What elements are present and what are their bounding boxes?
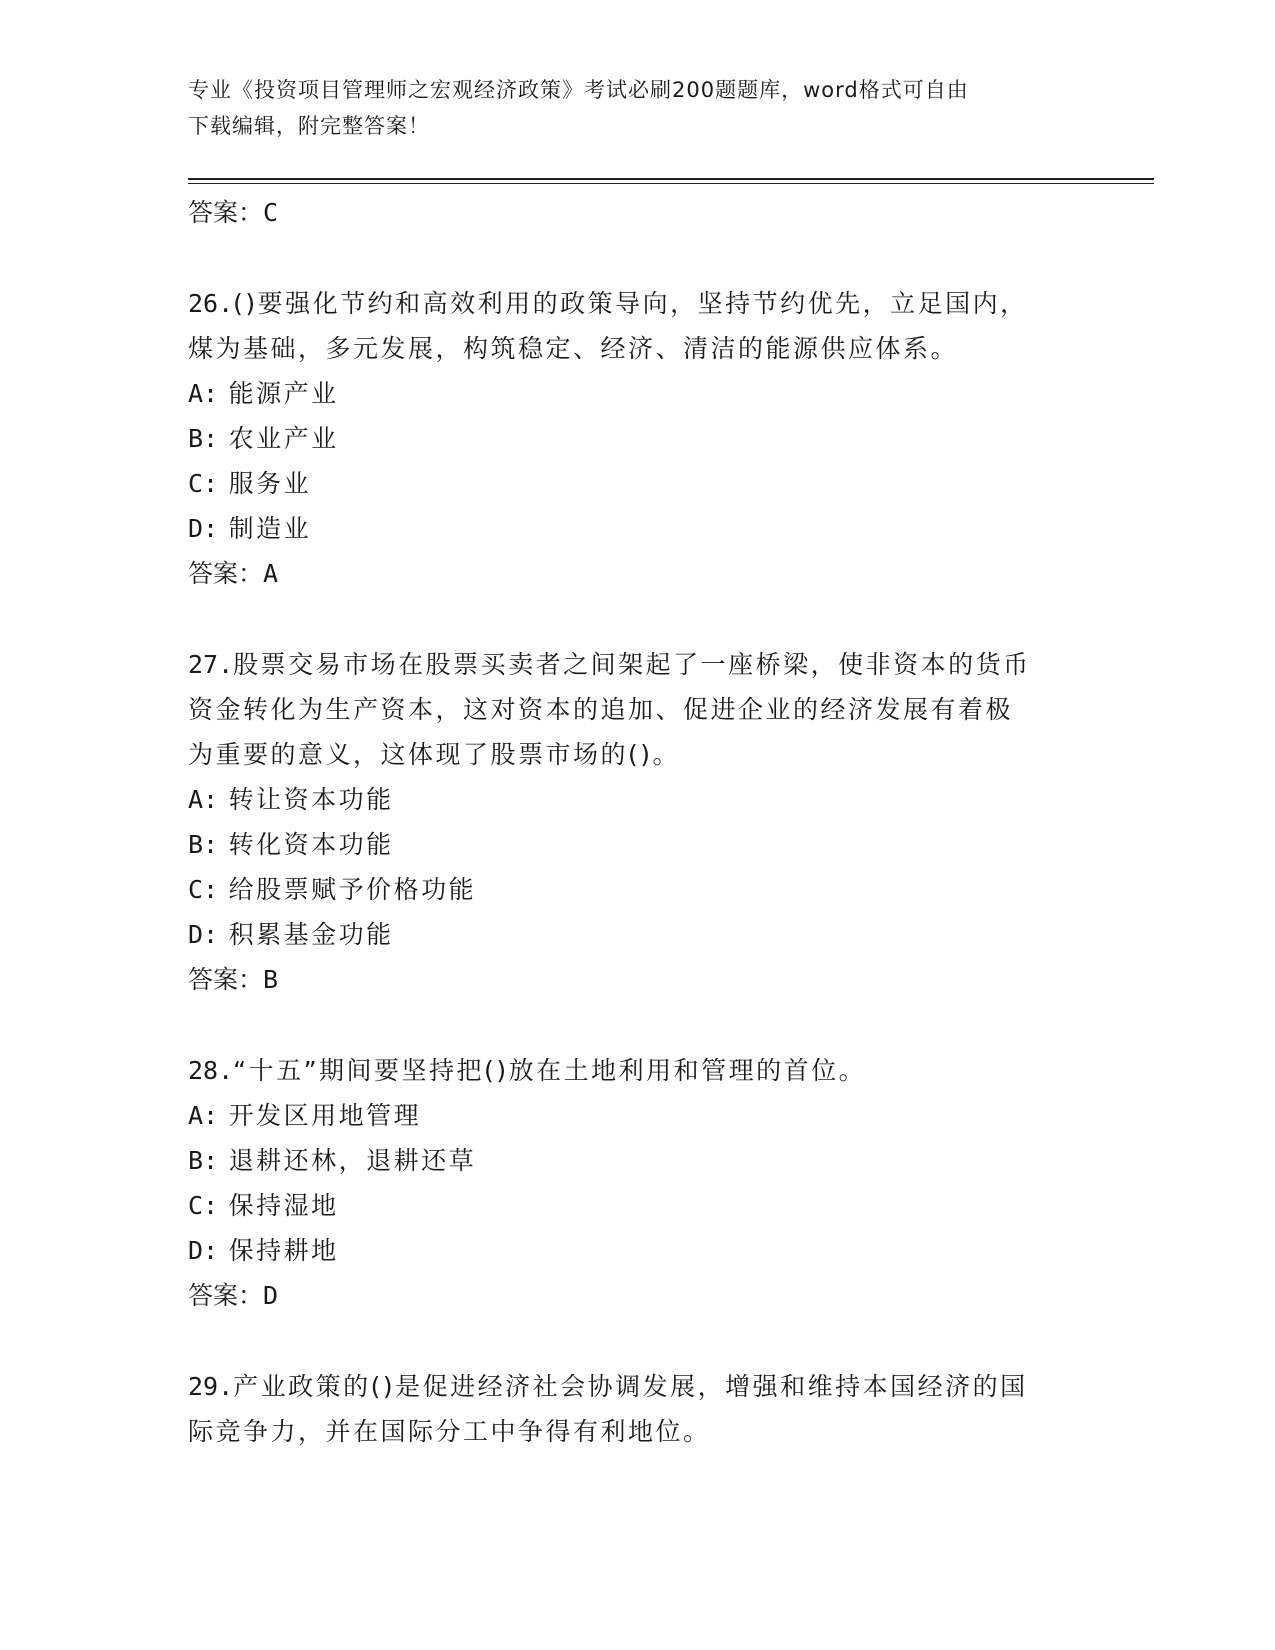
question-text (188, 1048, 1088, 1093)
option-text: 服务业 (228, 469, 312, 498)
option-a (188, 777, 1088, 822)
question-text-line: “十五”期间要坚持把()放在土地利用和管理的首位。 (233, 1056, 867, 1085)
question-28 (188, 1048, 1088, 1319)
option-letter: D: (188, 514, 219, 543)
option-text: 能源产业 (228, 379, 339, 408)
question-text-line: 际竞争力，并在国际分工中争得有利地位。 (188, 1417, 711, 1446)
option-b (188, 822, 1088, 867)
answer-label: 答案： (188, 1281, 264, 1310)
option-text: 农业产业 (228, 424, 339, 453)
answer-line (188, 551, 1088, 597)
question-text (188, 281, 1088, 326)
question-27 (188, 642, 1088, 1003)
option-letter: A: (188, 379, 219, 408)
option-text: 保持湿地 (228, 1191, 339, 1220)
question-number: 29. (188, 1372, 234, 1401)
option-letter: D: (188, 920, 219, 949)
option-text: 保持耕地 (228, 1236, 339, 1265)
option-text: 积累基金功能 (228, 920, 394, 949)
question-26 (188, 281, 1088, 597)
option-text: 转让资本功能 (228, 785, 394, 814)
answer-value: A (263, 559, 279, 588)
question-text-line: 为重要的意义，这体现了股票市场的()。 (188, 740, 681, 769)
option-c (188, 867, 1088, 912)
option-letter: C: (188, 875, 219, 904)
option-letter: A: (188, 1101, 219, 1130)
option-letter: B: (188, 424, 219, 453)
question-number: 26. (188, 289, 234, 318)
question-text-line: 煤为基础，多元发展，构筑稳定、经济、清洁的能源供应体系。 (188, 334, 959, 363)
option-text: 转化资本功能 (228, 830, 394, 859)
option-d (188, 506, 1088, 551)
question-number: 27. (188, 650, 234, 679)
option-text: 退耕还林，退耕还草 (228, 1146, 477, 1175)
question-29 (188, 1364, 1088, 1454)
option-text: 开发区用地管理 (228, 1101, 422, 1130)
answer-value: C (263, 198, 279, 227)
option-letter: B: (188, 830, 219, 859)
question-list (188, 190, 1088, 1454)
option-c (188, 1183, 1088, 1228)
option-letter: C: (188, 469, 219, 498)
option-letter: C: (188, 1191, 219, 1220)
answer-label: 答案： (188, 559, 264, 588)
answer-value: B (263, 965, 279, 994)
question-number: 28. (188, 1056, 234, 1085)
header-line-1: 专业《投资项目管理师之宏观经济政策》考试必刷200题题库，word格式可自由 (188, 78, 969, 102)
header-divider-thin (188, 183, 1154, 184)
option-d (188, 912, 1088, 957)
question-text (188, 642, 1088, 687)
answer-line (188, 1273, 1088, 1319)
question-text (188, 1364, 1088, 1409)
question-text-line: 股票交易市场在股票买卖者之间架起了一座桥梁，使非资本的货币 (233, 650, 1031, 679)
answer-line (188, 957, 1088, 1003)
option-text: 给股票赋予价格功能 (228, 875, 477, 904)
option-a (188, 1093, 1088, 1138)
option-text: 制造业 (228, 514, 312, 543)
option-letter: B: (188, 1146, 219, 1175)
header-divider-thick (188, 178, 1154, 180)
option-a (188, 371, 1088, 416)
answer-value: D (263, 1281, 279, 1310)
header-line-2: 下载编辑，附完整答案！ (188, 114, 430, 138)
option-d (188, 1228, 1088, 1273)
option-b (188, 1138, 1088, 1183)
question-text-line: 产业政策的()是促进经济社会协调发展，增强和维持本国经济的国 (233, 1372, 1028, 1401)
question-text-line: ()要强化节约和高效利用的政策导向，坚持节约优先，立足国内， (233, 289, 1028, 318)
option-letter: D: (188, 1236, 219, 1265)
option-letter: A: (188, 785, 219, 814)
answer-label: 答案： (188, 198, 264, 227)
question-text-line: 资金转化为生产资本，这对资本的追加、促进企业的经济发展有着极 (188, 695, 1014, 724)
option-b (188, 416, 1088, 461)
answer-line (188, 190, 1088, 236)
page-header (188, 72, 1088, 144)
option-c (188, 461, 1088, 506)
answer-label: 答案： (188, 965, 264, 994)
